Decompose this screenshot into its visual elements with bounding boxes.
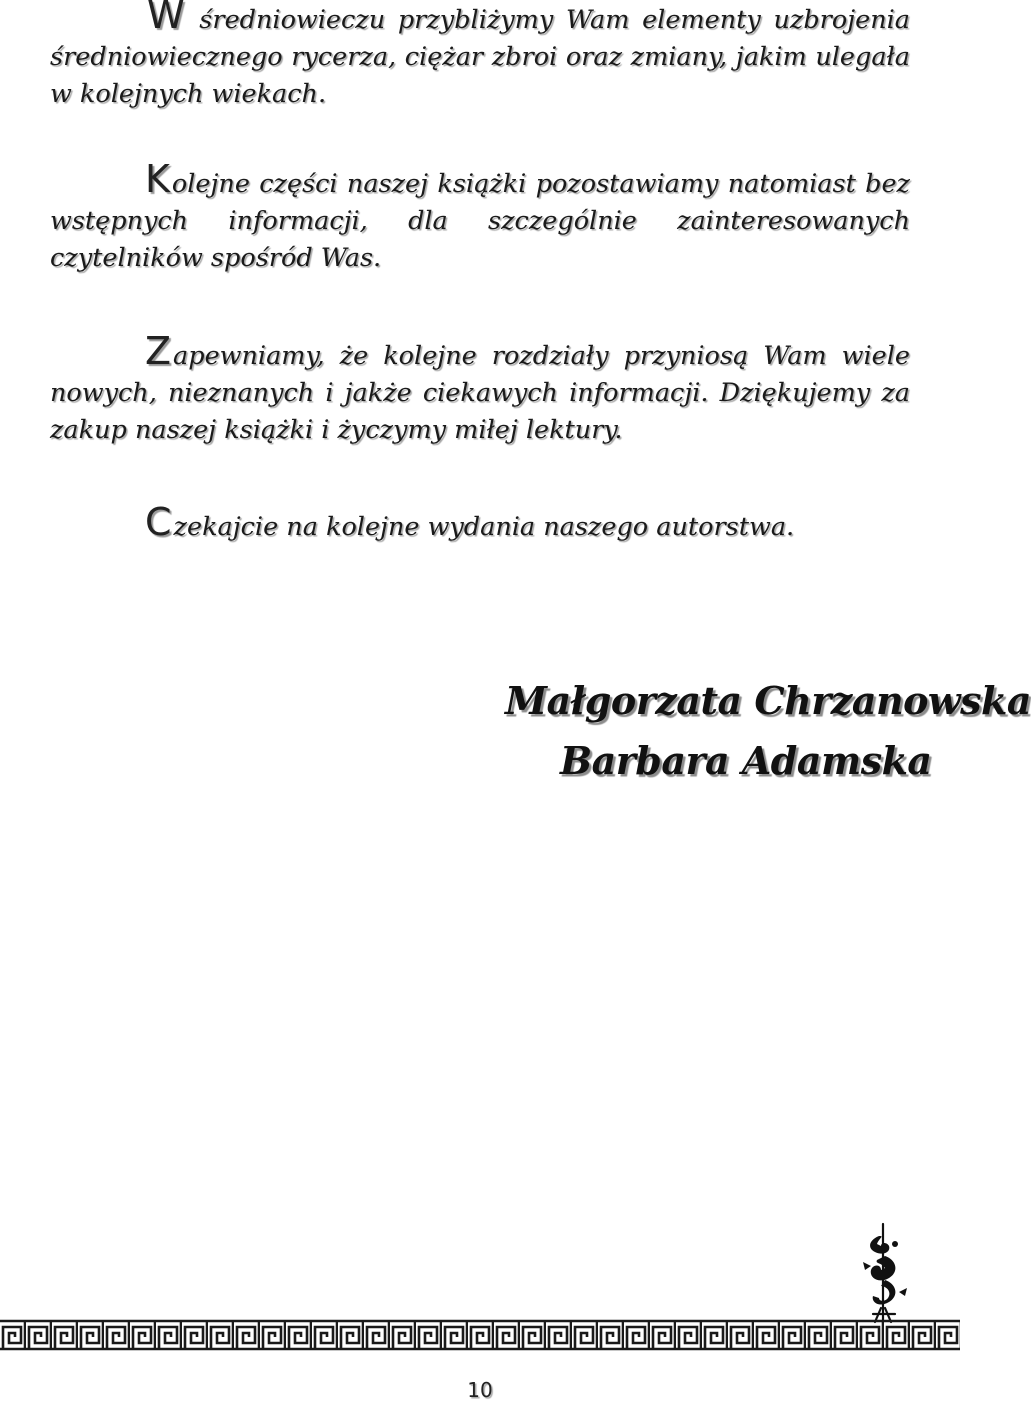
- dropcap-c: C: [145, 500, 172, 544]
- dropcap-k: K: [145, 157, 170, 201]
- signature-author-1: Małgorzata Chrzanowska: [505, 678, 1031, 723]
- paragraph-next-parts-text: olejne części naszej książki pozostawiamy natomiast bez wstępnych informacji, dla szczególnie zainteresowanych czytelników spośród Was.: [50, 169, 910, 273]
- page-number: 10: [467, 1378, 493, 1402]
- paragraph-closing: [50, 500, 910, 546]
- dropcap-w: W: [147, 0, 185, 37]
- paragraph-thanks: [50, 329, 910, 449]
- paragraph-closing-text: zekajcie na kolejne wydania naszego autorstwa.: [173, 512, 795, 542]
- paragraph-thanks-text: apewniamy, że kolejne rozdziały przyniosą Wam wiele nowych, nieznanych i jakże ciekawych informacji. Dziękujemy za zakup naszej książki i życzymy miłej lektury.: [50, 341, 910, 445]
- dropcap-z: Z: [145, 329, 172, 373]
- greek-key-border: [0, 1318, 960, 1352]
- dragon-sword-icon: [855, 1222, 915, 1327]
- paragraph-intro: [50, 0, 910, 113]
- signature-author-2: Barbara Adamska: [560, 738, 932, 783]
- paragraph-next-parts: [50, 157, 910, 277]
- paragraph-intro-text: średniowieczu przybliżymy Wam elementy uzbrojenia średniowiecznego rycerza, ciężar zbroi oraz zmiany, jakim ulegała w kolejnych wiekach.: [50, 5, 910, 109]
